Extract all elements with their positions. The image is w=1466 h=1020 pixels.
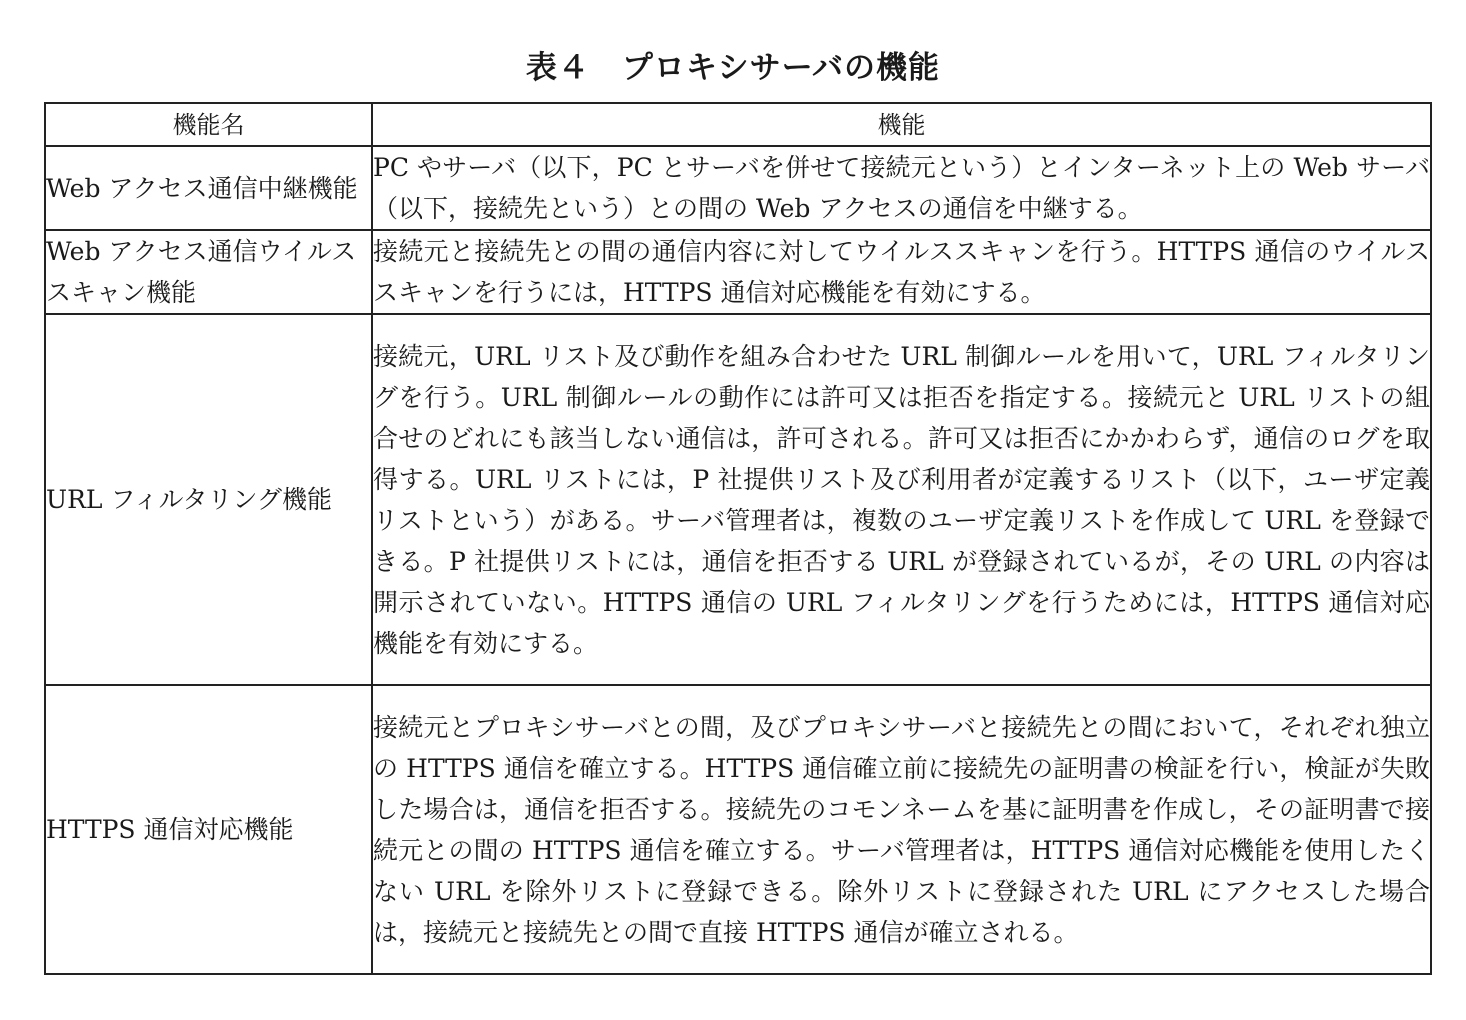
function-description-cell: 接続元，URL リスト及び動作を組み合わせた URL 制御ルールを用いて，URL フィルタリングを行う。URL 制御ルールの動作には許可又は拒否を指定する。接続元と URL リストの組合せのどれにも該当しない通信は，許可される。許可又は拒否にかかわらず，通信のログを取得する。URL リストには，P 社提供リスト及び利用者が定義するリスト（以下，ユーザ定義リストという）がある。サーバ管理者は，複数のユーザ定義リストを作成して URL を登録できる。P 社提供リストには，通信を拒否する URL が登録されているが，その URL の内容は開示されていない。HTTPS 通信の URL フィルタリングを行うためには，HTTPS 通信対応機能を有効にする。 [372,314,1431,685]
function-name-cell: Web アクセス通信中継機能 [45,146,372,230]
table-row [45,230,1431,314]
table-row [45,314,1431,685]
function-name-cell: HTTPS 通信対応機能 [45,685,372,974]
table-title: 表４ プロキシサーバの機能 [525,50,941,86]
table-row [45,685,1431,974]
function-description-cell: PC やサーバ（以下，PC とサーバを併せて接続元という）とインターネット上の Web サーバ（以下，接続先という）との間の Web アクセスの通信を中継する。 [372,146,1431,230]
table-row [45,146,1431,230]
header-function: 機能 [372,103,1431,146]
table-header-row [45,103,1431,146]
header-function-name: 機能名 [45,103,372,146]
function-description-cell: 接続元と接続先との間の通信内容に対してウイルススキャンを行う。HTTPS 通信のウイルススキャンを行うには，HTTPS 通信対応機能を有効にする。 [372,230,1431,314]
function-description-cell: 接続元とプロキシサーバとの間，及びプロキシサーバと接続先との間において，それぞれ独立の HTTPS 通信を確立する。HTTPS 通信確立前に接続先の証明書の検証を行い，検証が失敗した場合は，通信を拒否する。接続先のコモンネームを基に証明書を作成し，その証明書で接続元との間の HTTPS 通信を確立する。サーバ管理者は，HTTPS 通信対応機能を使用したくない URL を除外リストに登録できる。除外リストに登録された URL にアクセスした場合は，接続元と接続先との間で直接 HTTPS 通信が確立される。 [372,685,1431,974]
function-name-cell: URL フィルタリング機能 [45,314,372,685]
proxy-function-table [44,102,1432,975]
function-name-cell: Web アクセス通信ウイルススキャン機能 [45,230,372,314]
